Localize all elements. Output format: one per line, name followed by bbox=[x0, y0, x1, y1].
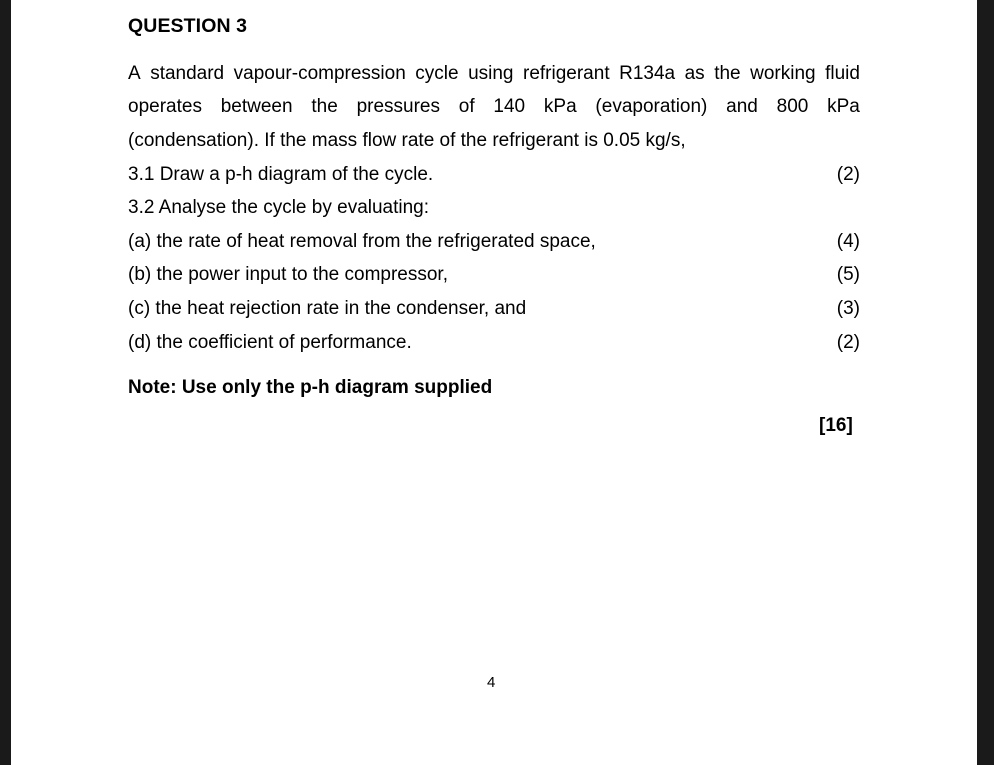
word: A bbox=[128, 63, 141, 84]
part-marks: (2) bbox=[836, 332, 860, 353]
word: the bbox=[311, 96, 338, 117]
intro-line-3: (condensation). If the mass flow rate of the refrigerant is 0.05 kg/s, bbox=[128, 130, 686, 151]
part-marks: (4) bbox=[836, 231, 860, 252]
word: between bbox=[220, 96, 293, 117]
part-text: (d) the coefficient of performance. bbox=[128, 332, 412, 353]
part-marks: (5) bbox=[836, 264, 860, 285]
word: R134a bbox=[619, 63, 676, 84]
word: operates bbox=[128, 96, 202, 117]
part-3-1 bbox=[128, 165, 860, 185]
part-text: (a) the rate of heat removal from the refrigerated space, bbox=[128, 231, 596, 252]
word: standard bbox=[150, 63, 225, 84]
part-a bbox=[128, 232, 860, 252]
part-b bbox=[128, 265, 860, 285]
word: (evaporation) bbox=[595, 96, 708, 117]
part-marks: (2) bbox=[836, 164, 860, 185]
part-text: (c) the heat rejection rate in the condenser, and bbox=[128, 298, 527, 319]
word: the bbox=[714, 63, 741, 84]
page-number: 4 bbox=[487, 674, 496, 691]
part-text: (b) the power input to the compressor, bbox=[128, 264, 448, 285]
word: using bbox=[468, 63, 514, 84]
word: kPa bbox=[543, 96, 577, 117]
word: 140 bbox=[493, 96, 526, 117]
part-3-2 bbox=[128, 198, 860, 218]
intro-line-1 bbox=[128, 64, 860, 84]
part-text: 3.1 Draw a p-h diagram of the cycle. bbox=[128, 164, 434, 185]
document-page bbox=[11, 0, 977, 765]
part-d bbox=[128, 333, 860, 353]
word: and bbox=[726, 96, 758, 117]
word: of bbox=[458, 96, 475, 117]
note: Note: Use only the p-h diagram supplied bbox=[128, 377, 493, 398]
question-heading: QUESTION 3 bbox=[128, 15, 248, 37]
word: refrigerant bbox=[523, 63, 610, 84]
word: cycle bbox=[415, 63, 459, 84]
intro-line-2 bbox=[128, 97, 860, 117]
word: fluid bbox=[825, 63, 860, 84]
word: working bbox=[750, 63, 816, 84]
word: as bbox=[684, 63, 705, 84]
part-c bbox=[128, 299, 860, 319]
word: kPa bbox=[827, 96, 860, 117]
part-text: 3.2 Analyse the cycle by evaluating: bbox=[128, 197, 430, 218]
word: pressures bbox=[356, 96, 440, 117]
part-marks: (3) bbox=[836, 298, 860, 319]
word: vapour-compression bbox=[233, 63, 406, 84]
word: 800 bbox=[776, 96, 809, 117]
total-marks: [16] bbox=[819, 415, 853, 436]
